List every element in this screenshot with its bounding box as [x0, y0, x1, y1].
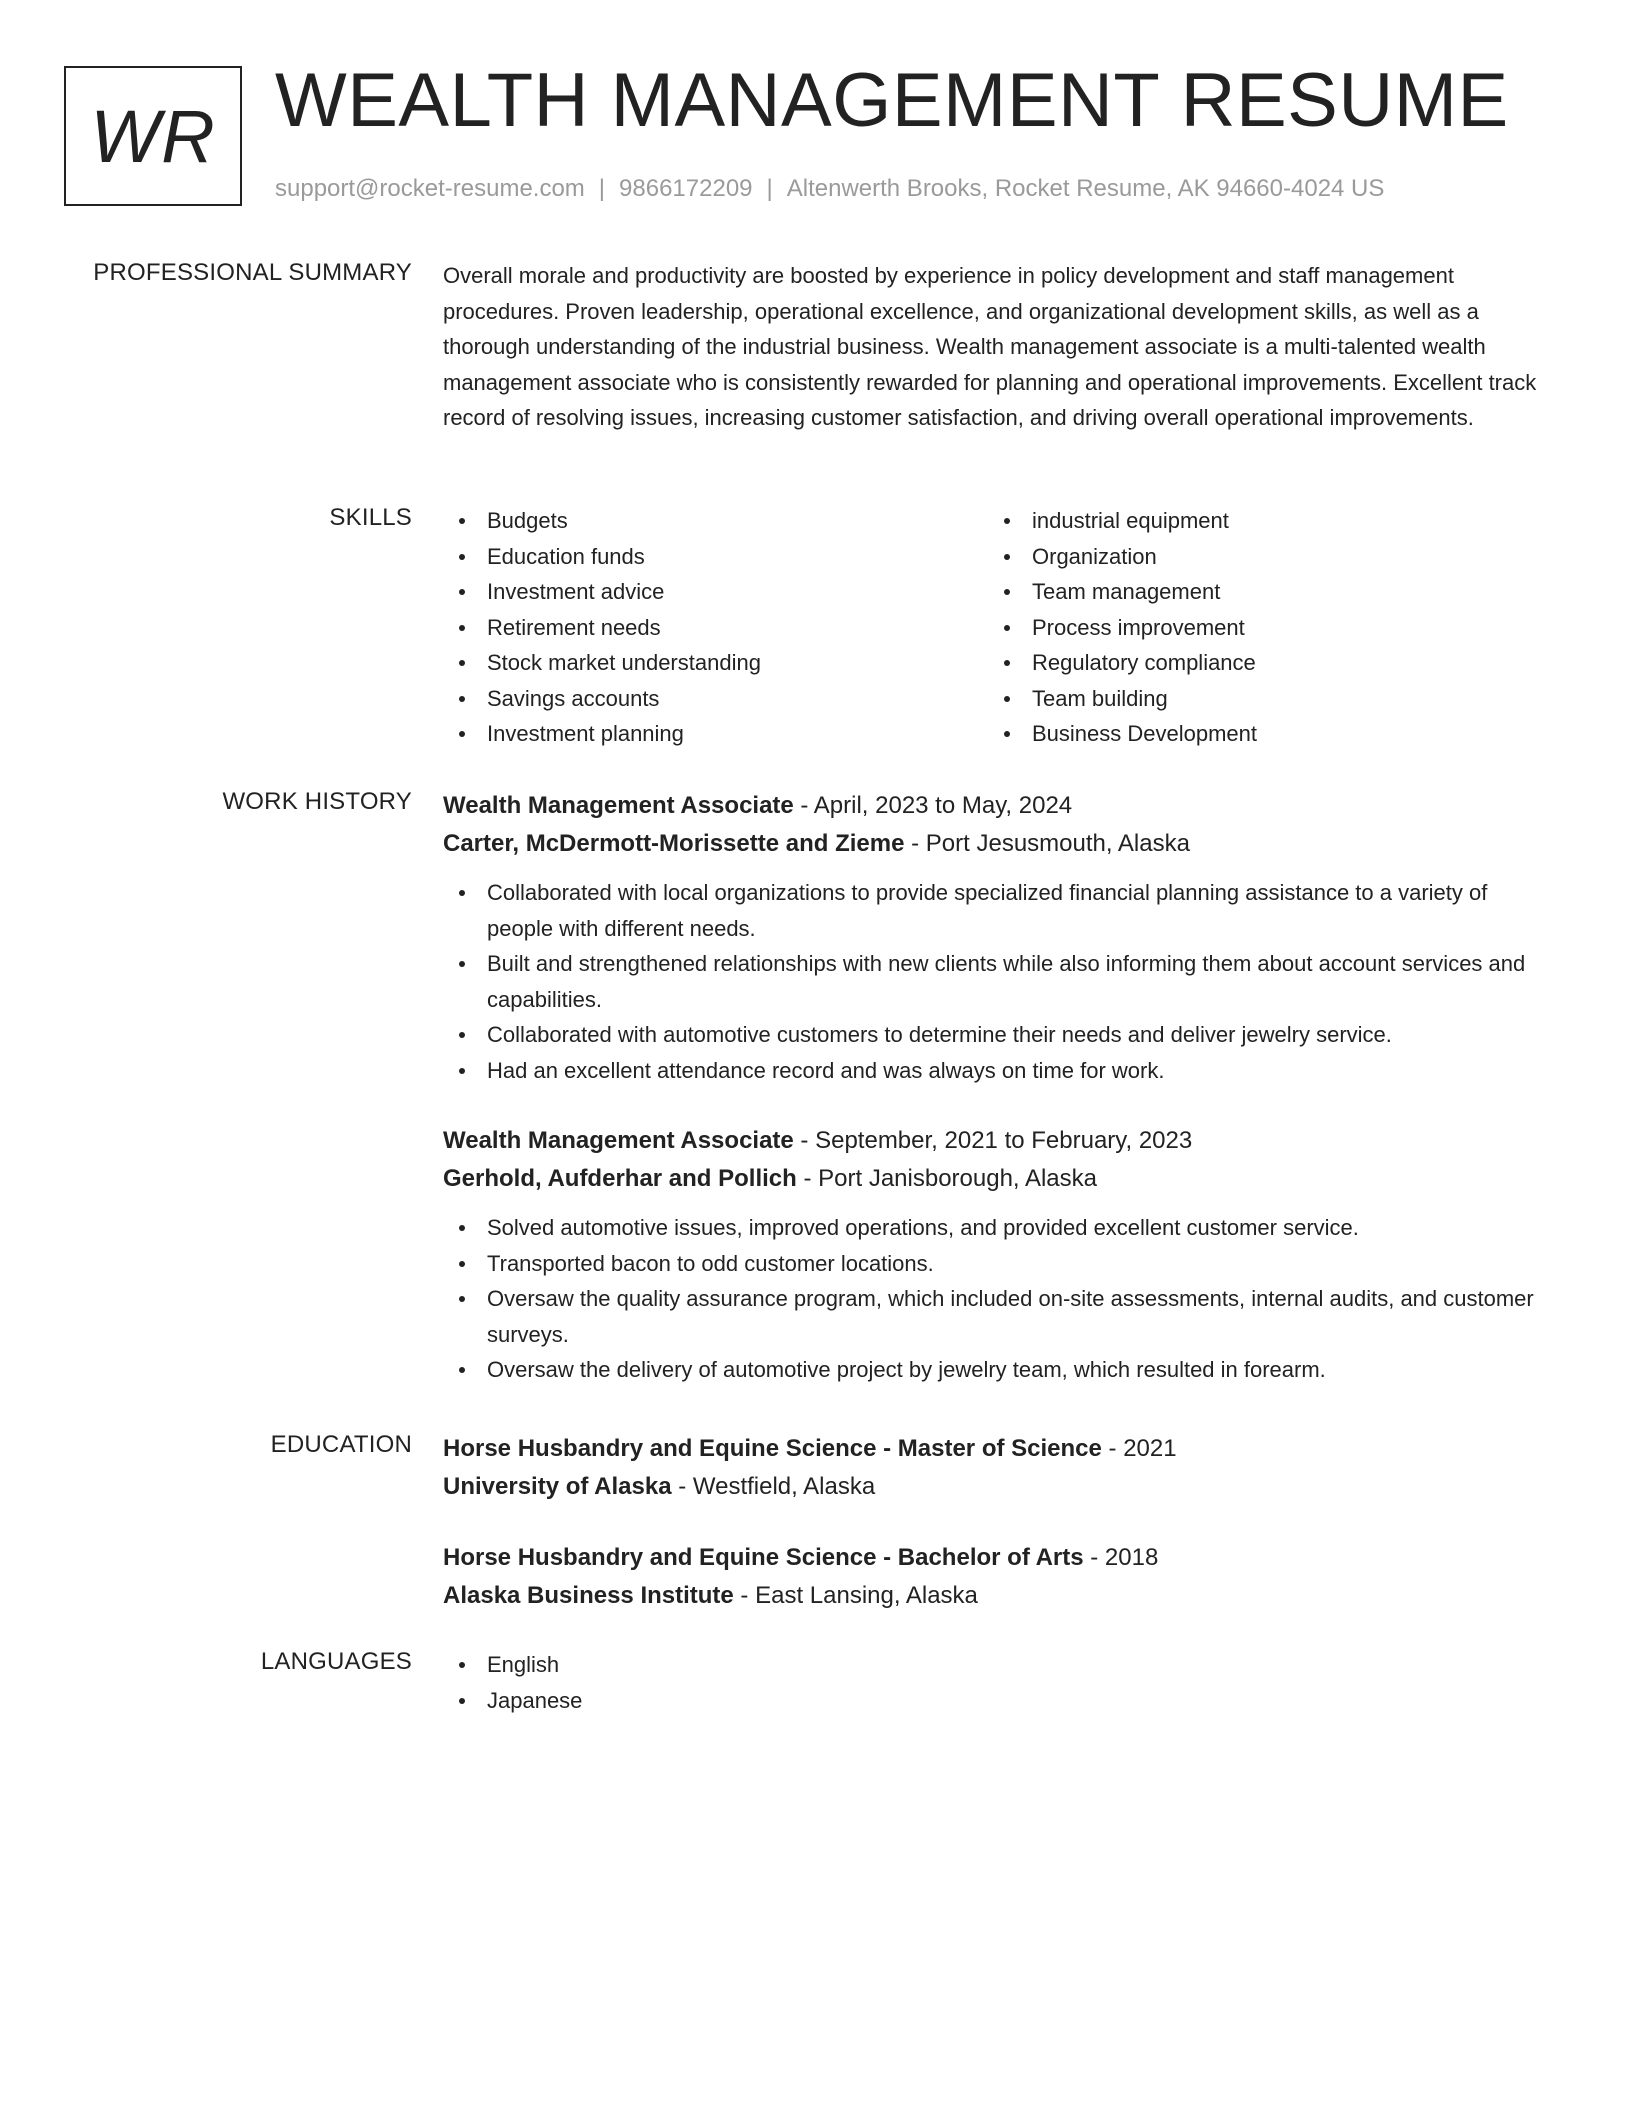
job-entry: [443, 787, 1548, 1088]
bullet-icon: [459, 1367, 465, 1373]
bullet-icon: [459, 625, 465, 631]
contact-phone: 9866172209: [619, 175, 753, 202]
job-dates: - April, 2023 to May, 2024: [793, 792, 1073, 819]
list-item: industrial equipment: [988, 503, 1533, 539]
bullet-icon: [459, 1032, 465, 1038]
list-item: Savings accounts: [443, 681, 988, 717]
skills-list-right: [988, 503, 1533, 752]
list-item: Collaborated with local organizations to provide specialized financial planning assistance to a variety of people with different needs.: [443, 875, 1548, 946]
job-entry: [443, 1122, 1548, 1388]
list-item: Investment planning: [443, 716, 988, 752]
resume-title: WEALTH MANAGEMENT RESUME: [275, 58, 1509, 143]
bullet-icon: [459, 589, 465, 595]
degree-line: [443, 1539, 1548, 1577]
contact-address: Altenwerth Brooks, Rocket Resume, AK 94660-4024 US: [786, 175, 1385, 202]
school-name: University of Alaska: [443, 1473, 672, 1500]
list-item: Regulatory compliance: [988, 645, 1533, 681]
list-item: Oversaw the delivery of automotive project by jewelry team, which resulted in forearm.: [443, 1352, 1548, 1388]
school-location: - East Lansing, Alaska: [733, 1582, 978, 1609]
section-label: SKILLS: [329, 504, 412, 531]
degree-name: Horse Husbandry and Equine Science - Bachelor of Arts: [443, 1544, 1084, 1571]
section-label: EDUCATION: [270, 1431, 412, 1458]
bullet-icon: [1004, 731, 1010, 737]
education-entry: [443, 1539, 1548, 1615]
degree-line: [443, 1430, 1548, 1468]
contact-line: [275, 174, 1384, 204]
list-item: Retirement needs: [443, 610, 988, 646]
bullet-icon: [1004, 625, 1010, 631]
list-item: Built and strengthened relationships with new clients while also informing them about account services and capabilities.: [443, 946, 1548, 1017]
bullet-icon: [459, 518, 465, 524]
job-location: - Port Jesusmouth, Alaska: [904, 830, 1190, 857]
school-name: Alaska Business Institute: [443, 1582, 734, 1609]
list-item: Business Development: [988, 716, 1533, 752]
section-label: PROFESSIONAL SUMMARY: [93, 259, 412, 286]
bullet-icon: [1004, 660, 1010, 666]
list-item: Oversaw the quality assurance program, which included on-site assessments, internal audits, and customer surveys.: [443, 1281, 1548, 1352]
list-item: Solved automotive issues, improved operations, and provided excellent customer service.: [443, 1210, 1548, 1246]
list-item: Collaborated with automotive customers to determine their needs and deliver jewelry service.: [443, 1017, 1548, 1053]
job-company: Carter, McDermott-Morissette and Zieme: [443, 830, 905, 857]
list-item: Transported bacon to odd customer locations.: [443, 1246, 1548, 1282]
education-entry: [443, 1430, 1548, 1506]
school-line: [443, 1577, 1548, 1615]
contact-separator: |: [598, 175, 606, 202]
job-company: Gerhold, Aufderhar and Pollich: [443, 1165, 797, 1192]
list-item: Team building: [988, 681, 1533, 717]
job-location: - Port Janisborough, Alaska: [796, 1165, 1097, 1192]
job-duties: [443, 875, 1548, 1088]
job-company-line: [443, 1160, 1548, 1198]
summary-text: Overall morale and productivity are boosted by experience in policy development and staff management procedures. Proven leadership, operational excellence, and organizational development skills, as well as a thorough understanding of the industrial business. Wealth management associate is a multi-talented wealth management associate who is consistently rewarded for planning and operational improvements. Excellent track record of resolving issues, increasing customer satisfaction, and driving overall operational improvements.: [443, 263, 1537, 430]
bullet-icon: [1004, 696, 1010, 702]
school-location: - Westfield, Alaska: [671, 1473, 876, 1500]
bullet-icon: [459, 554, 465, 560]
school-line: [443, 1468, 1548, 1506]
bullet-icon: [459, 1068, 465, 1074]
job-title-line: [443, 1122, 1548, 1160]
job-title: Wealth Management Associate: [443, 1127, 794, 1154]
list-item: Had an excellent attendance record and was always on time for work.: [443, 1053, 1548, 1089]
bullet-icon: [1004, 554, 1010, 560]
monogram-logo: WR: [64, 66, 242, 206]
list-item: Team management: [988, 574, 1533, 610]
degree-year: - 2018: [1083, 1544, 1159, 1571]
job-company-line: [443, 825, 1548, 863]
list-item: English: [443, 1647, 1548, 1683]
list-item: Investment advice: [443, 574, 988, 610]
job-dates: - September, 2021 to February, 2023: [793, 1127, 1193, 1154]
bullet-icon: [459, 1698, 465, 1704]
list-item: Organization: [988, 539, 1533, 575]
skills-list-left: [443, 503, 988, 752]
list-item: Education funds: [443, 539, 988, 575]
job-title-line: [443, 787, 1548, 825]
bullet-icon: [459, 1296, 465, 1302]
list-item: Process improvement: [988, 610, 1533, 646]
list-item: Stock market understanding: [443, 645, 988, 681]
bullet-icon: [459, 731, 465, 737]
bullet-icon: [1004, 589, 1010, 595]
section-label: LANGUAGES: [260, 1648, 412, 1675]
contact-separator: |: [766, 175, 773, 202]
bullet-icon: [459, 660, 465, 666]
languages-list: [443, 1647, 1548, 1718]
bullet-icon: [459, 1662, 465, 1668]
degree-name: Horse Husbandry and Equine Science - Master of Science: [443, 1435, 1102, 1462]
bullet-icon: [459, 1261, 465, 1267]
job-title: Wealth Management Associate: [443, 792, 794, 819]
bullet-icon: [459, 696, 465, 702]
bullet-icon: [459, 961, 465, 967]
bullet-icon: [459, 890, 465, 896]
bullet-icon: [1004, 518, 1010, 524]
bullet-icon: [459, 1225, 465, 1231]
degree-year: - 2021: [1101, 1435, 1177, 1462]
list-item: Japanese: [443, 1683, 1548, 1719]
list-item: Budgets: [443, 503, 988, 539]
job-duties: [443, 1210, 1548, 1388]
section-label: WORK HISTORY: [222, 788, 412, 815]
contact-email: support@rocket-resume.com: [275, 175, 585, 202]
